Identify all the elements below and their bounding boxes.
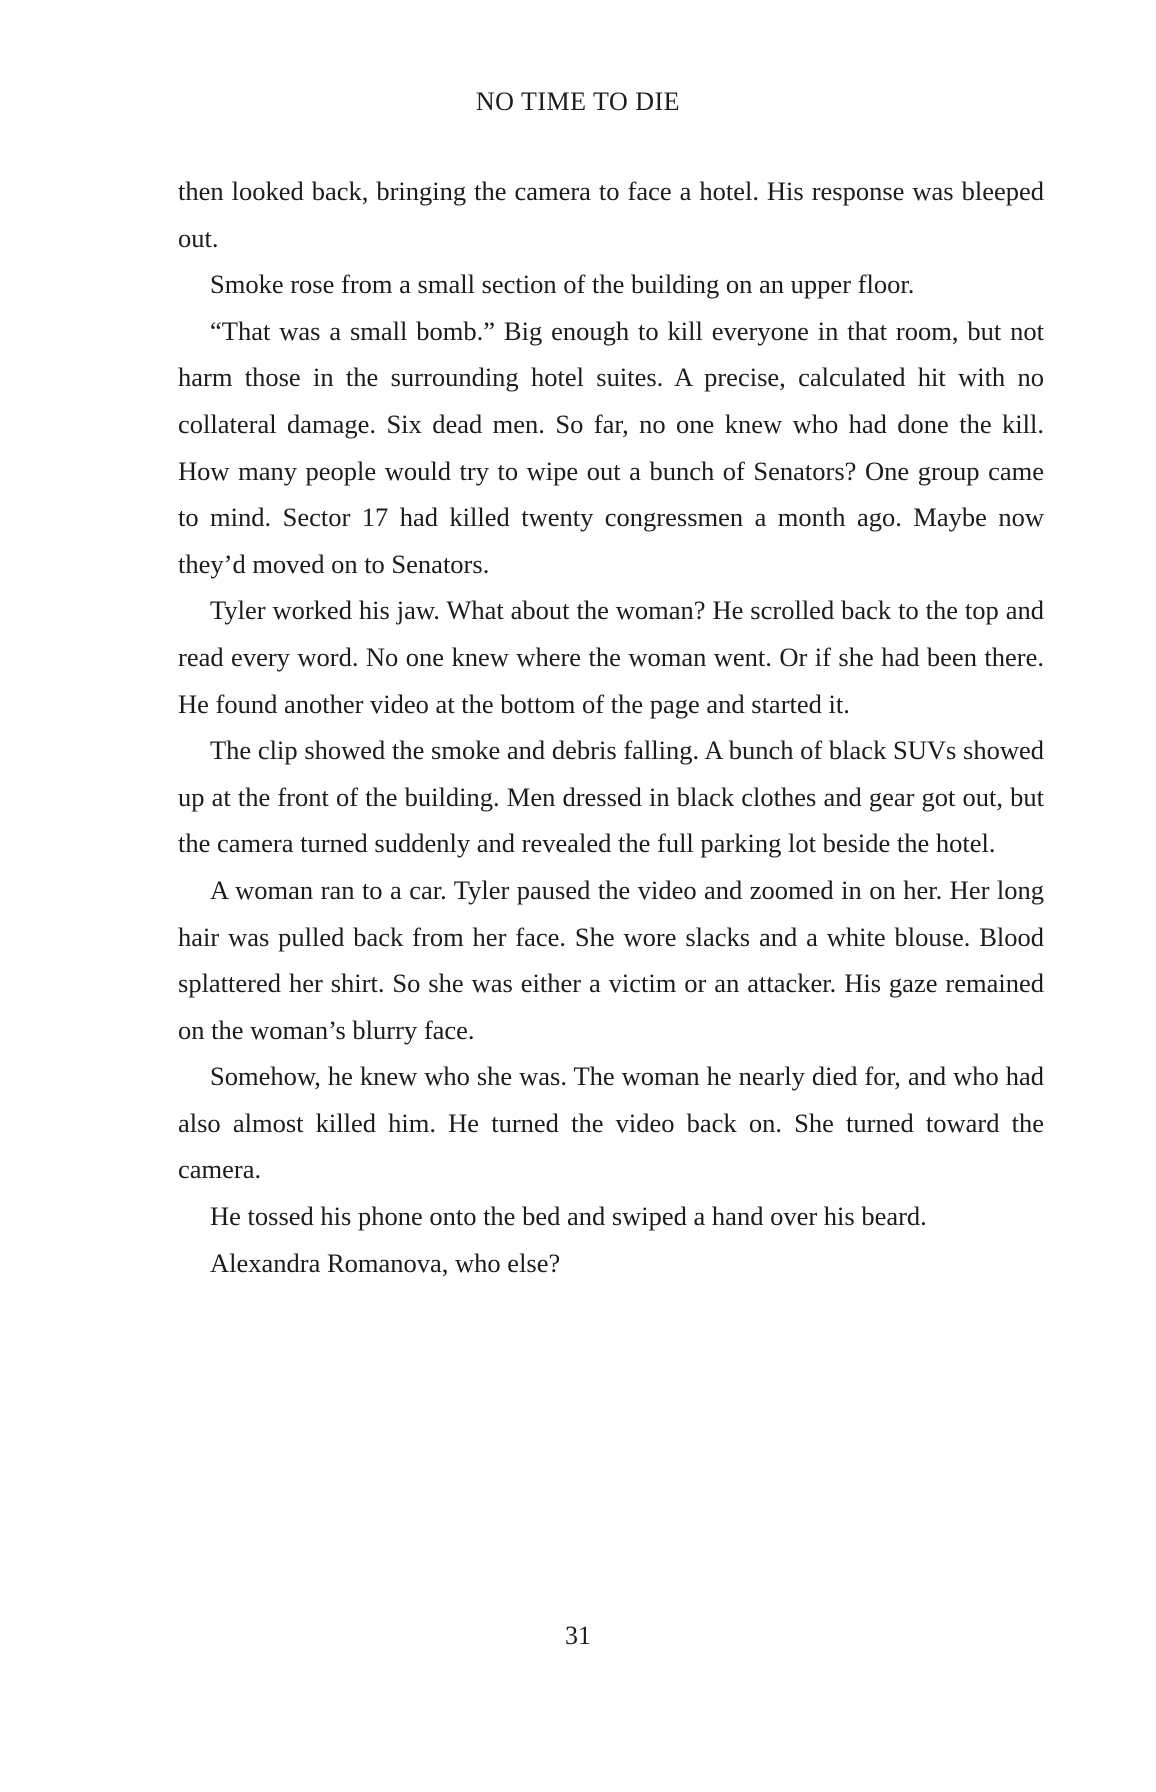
paragraph: A woman ran to a car. Tyler paused the video and zoomed in on her. Her long hair was pulled back from her face. She wore slacks and a white blouse. Blood splattered her shirt. So she was either a victim or an attacker. His gaze remained on the woman’s blurry face.: [178, 874, 1044, 1045]
paragraph: Somehow, he knew who she was. The woman he nearly died for, and who had also almost killed him. He turned the video back on. She turned toward the camera.: [178, 1061, 1044, 1185]
paragraph: He tossed his phone onto the bed and swiped a hand over his beard.: [210, 1201, 927, 1232]
paragraph: “That was a small bomb.” Big enough to kill everyone in that room, but not harm those in the surrounding hotel suites. A precise, calculated hit with no collateral damage. Six dead men. So far, no one knew who had done the kill. How many people would try to wipe out a bunch of Senators? One group came to mind. Sector 17 had killed twenty congressmen a month ago. Maybe now they’d moved on to Senators.: [178, 315, 1044, 579]
running-head-title: NO TIME TO DIE: [475, 87, 681, 116]
paragraph: then looked back, bringing the camera to face a hotel. His response was bleeped out.: [178, 176, 1044, 253]
paragraph: Alexandra Romanova, who else?: [210, 1247, 561, 1278]
page-number: 31: [565, 1621, 591, 1650]
paragraph: Tyler worked his jaw. What about the woman? He scrolled back to the top and read every word. No one knew where the woman went. Or if she had been there. He found another video at the bottom of the page and started it.: [178, 595, 1044, 719]
paragraph: The clip showed the smoke and debris falling. A bunch of black SUVs showed up at the front of the building. Men dressed in black clothes and gear got out, but the camera turned suddenly and revealed the full parking lot beside the hotel.: [178, 735, 1044, 859]
body-text: [178, 168, 1044, 1286]
paragraph: Smoke rose from a small section of the building on an upper floor.: [210, 269, 915, 300]
